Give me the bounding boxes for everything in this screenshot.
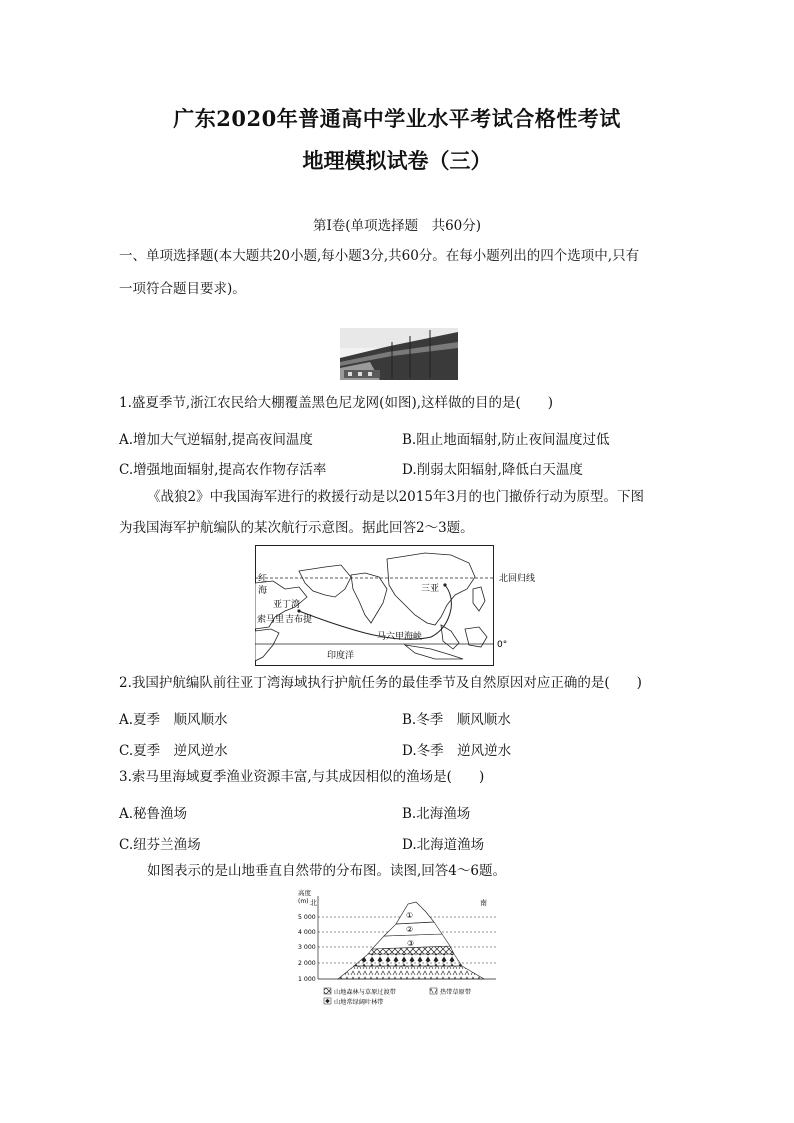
north-label: 北: [310, 899, 317, 907]
y-axis-label: 高度: [298, 889, 311, 897]
q2-option-a: A.夏季 顺风顺水: [119, 712, 228, 728]
q1-option-a: A.增加大气逆辐射,提高夜间温度: [119, 432, 313, 448]
map-label-somalia: 索马里: [257, 615, 285, 625]
legend-evergreen: 山地常绿阔叶林带: [334, 999, 384, 1006]
passage-4-6: 如图表示的是山地垂直自然带的分布图。读图,回答4～6题。: [147, 863, 506, 879]
q3-option-a: A.秘鲁渔场: [119, 806, 188, 822]
tick-3000: 3 000: [298, 944, 316, 951]
zone-1-label: ①: [406, 911, 414, 920]
legend-savanna-swatch: [430, 988, 437, 994]
map-label-tropic: 北回归线: [499, 574, 536, 584]
passage-2-3-line1: 《战狼2》中我国海军进行的救援行动是以2015年3月的也门撤侨行动为原型。下图: [147, 489, 645, 505]
map-label-malacca: 马六甲海峡: [377, 632, 423, 642]
tick-2000: 2 000: [298, 960, 316, 967]
legend-savanna: 热带草原带: [440, 989, 471, 996]
q1-option-d: D.削弱太阳辐射,降低白天温度: [402, 462, 583, 478]
south-label: 南: [480, 899, 487, 907]
legend-transition: 山地森林与草原过渡带: [334, 989, 396, 996]
q3-option-d: D.北海道渔场: [402, 837, 485, 853]
map-label-red-sea-2: 海: [258, 586, 268, 596]
map-label-sanya: 三亚: [421, 584, 440, 594]
greenhouse-photo: [340, 328, 458, 380]
q1-option-c: C.增强地面辐射,提高农作物存活率: [119, 462, 327, 478]
map-label-aden: 亚丁湾: [273, 600, 301, 610]
zone-3-label: ③: [407, 939, 415, 948]
tick-5000: 5 000: [298, 914, 316, 921]
mountain-zone-diagram: [296, 886, 506, 1010]
zone-2-label: ②: [406, 925, 414, 934]
q2-option-d: D.冬季 逆风逆水: [402, 743, 512, 759]
voyage-map: [255, 545, 545, 667]
q3-stem: 3.索马里海域夏季渔业资源丰富,与其成因相似的渔场是( ): [119, 769, 485, 785]
q3-option-c: C.纽芬兰渔场: [119, 837, 201, 853]
instructions-line2: 一项符合题目要求)。: [119, 281, 246, 297]
legend-transition-swatch: [324, 988, 331, 994]
exam-subtitle: 地理模拟试卷（三）: [302, 148, 492, 173]
map-label-red-sea-1: 红: [258, 574, 268, 584]
tick-4000: 4 000: [298, 929, 316, 936]
y-axis-unit: (m): [298, 898, 309, 905]
map-label-indian-ocean: 印度洋: [327, 651, 355, 661]
map-label-djibouti: 吉布提: [285, 615, 313, 625]
passage-2-3-line2: 为我国海军护航编队的某次航行示意图。据此回答2～3题。: [119, 520, 474, 536]
map-label-equator: 0°: [497, 640, 508, 650]
section-heading: 第Ⅰ卷(单项选择题 共60分): [312, 218, 482, 234]
q2-option-b: B.冬季 顺风顺水: [402, 712, 511, 728]
q2-stem: 2.我国护航编队前往亚丁湾海域执行护航任务的最佳季节及自然原因对应正确的是( ): [119, 675, 642, 691]
exam-title: 广东2020年普通高中学业水平考试合格性考试: [173, 106, 621, 131]
instructions-line1: 一、单项选择题(本大题共20小题,每小题3分,共60分。在每小题列出的四个选项中,只有: [119, 248, 640, 264]
q1-option-b: B.阻止地面辐射,防止夜间温度过低: [402, 432, 610, 448]
q2-option-c: C.夏季 逆风逆水: [119, 743, 228, 759]
q1-stem: 1.盛夏季节,浙江农民给大棚覆盖黑色尼龙网(如图),这样做的目的是( ): [119, 395, 554, 411]
q3-option-b: B.北海渔场: [402, 806, 471, 822]
tick-1000: 1 000: [298, 976, 316, 983]
